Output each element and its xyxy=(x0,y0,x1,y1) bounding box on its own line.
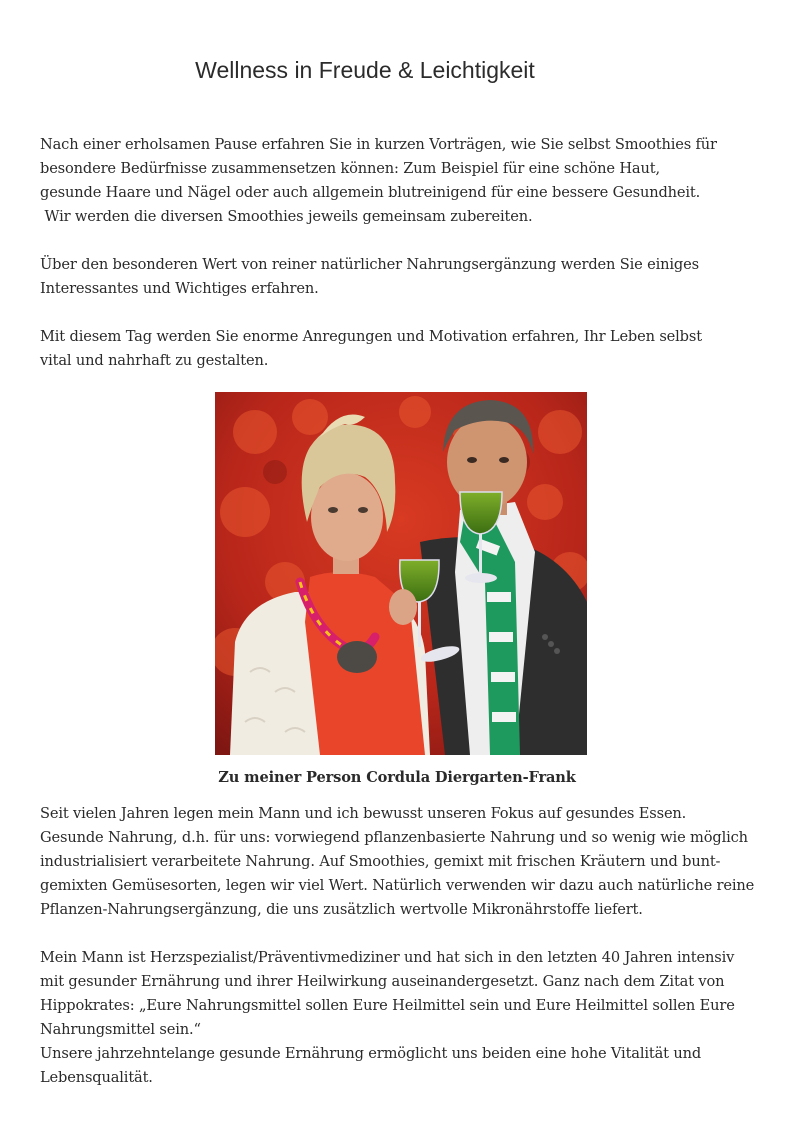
text-line: Seit vielen Jahren legen mein Mann und ich bewusst unseren Fokus auf gesundes Essen. xyxy=(40,805,687,822)
text-line: Interessantes und Wichtiges erfahren. xyxy=(40,280,319,297)
page-title: Wellness in Freude & Leichtigkeit xyxy=(195,57,535,83)
text-line: Mit diesem Tag werden Sie enorme Anregungen und Motivation erfahren, Ihr Leben selbst xyxy=(40,328,702,345)
text-line: Mein Mann ist Herzspezialist/Präventivmediziner und hat sich in den letzten 40 Jahren intensiv xyxy=(40,949,735,966)
text-line: besondere Bedürfnisse zusammensetzen können: Zum Beispiel für eine schöne Haut, xyxy=(40,160,660,177)
about-paragraph-husband xyxy=(40,946,760,1090)
intro-paragraph-supplements xyxy=(40,253,760,301)
text-line: Nahrungsmittel sein.“ xyxy=(40,1021,201,1038)
text-line: Pflanzen-Nahrungsergänzung, die uns zusätzlich wertvolle Mikronährstoffe liefert. xyxy=(40,901,643,918)
text-line: Über den besonderen Wert von reiner natürlicher Nahrungsergänzung werden Sie einiges xyxy=(40,256,699,273)
text-line: gesunde Haare und Nägel oder auch allgemein blutreinigend für eine bessere Gesundheit. xyxy=(40,184,701,201)
about-paragraph-nutrition xyxy=(40,802,760,922)
text-line: Unsere jahrzehntelange gesunde Ernährung ermöglicht uns beiden eine hohe Vitalität und xyxy=(40,1045,702,1062)
text-line: Gesunde Nahrung, d.h. für uns: vorwiegend pflanzenbasierte Nahrung und so wenig wie möglich xyxy=(40,829,748,846)
text-line: gemixten Gemüsesorten, legen wir viel Wert. Natürlich verwenden wir dazu auch natürliche reine xyxy=(40,877,755,894)
text-line: Nach einer erholsamen Pause erfahren Sie in kurzen Vorträgen, wie Sie selbst Smoothies für xyxy=(40,136,717,153)
text-line: Hippokrates: „Eure Nahrungsmittel sollen Eure Heilmittel sein und Eure Heilmittel sollen Eure xyxy=(40,997,735,1014)
text-line: mit gesunder Ernährung und ihrer Heilwirkung auseinandergesetzt. Ganz nach dem Zitat von xyxy=(40,973,725,990)
photo-caption: Zu meiner Person Cordula Diergarten-Frank xyxy=(218,769,576,786)
intro-paragraph-motivation xyxy=(40,325,760,373)
couple-photo xyxy=(215,392,587,755)
text-line: Wir werden die diversen Smoothies jeweils gemeinsam zubereiten. xyxy=(40,208,533,225)
text-line: industrialisiert verarbeitete Nahrung. Auf Smoothies, gemixt mit frischen Kräutern und bunt- xyxy=(40,853,721,870)
text-line: Lebensqualität. xyxy=(40,1069,153,1086)
text-line: vital und nahrhaft zu gestalten. xyxy=(40,352,269,369)
intro-paragraph-smoothies xyxy=(40,133,760,229)
